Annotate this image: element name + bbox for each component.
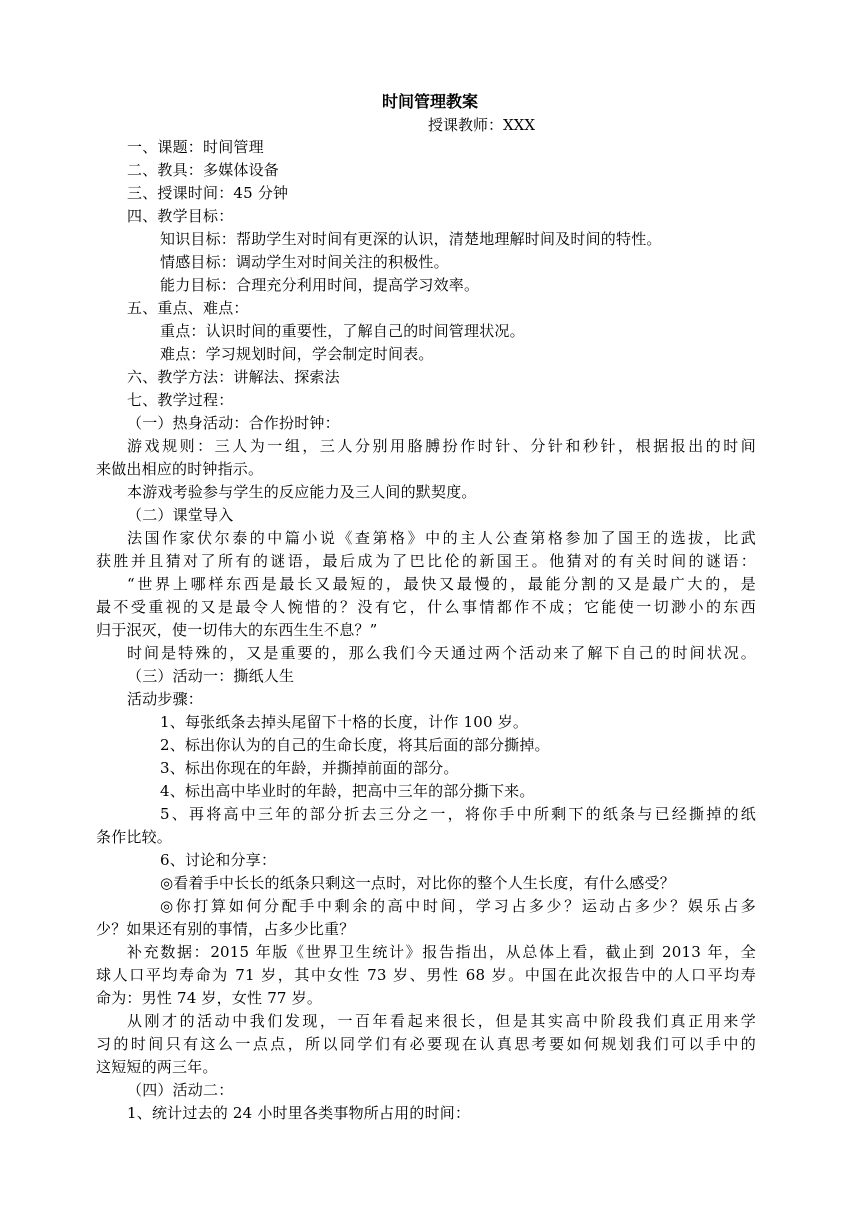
item-goals-heading: 四、教学目标： [127, 207, 234, 225]
supplementary-data: 补充数据：2015 年版《世界卫生统计》报告指出，从总体上看，截止到 2013 年，全 [127, 943, 756, 961]
paragraph-line: 最不受重视的又是最令人惋惜的？没有它，什么事情都作不成；它能使一切渺小的东西 [96, 598, 756, 616]
paragraph-line: 时间是特殊的，又是重要的，那么我们今天通过两个活动来了解下自己的时间状况。 [127, 644, 756, 662]
discussion-question: 少？如果还有别的事情，占多少比重？ [96, 920, 355, 938]
difficult-point: 难点：学习规划时间，学会制定时间表。 [160, 345, 434, 363]
paragraph-line: 法国作家伏尔泰的中篇小说《查第格》中的主人公查第格参加了国王的选拔，比武 [127, 529, 756, 547]
document-title: 时间管理教案 [381, 92, 478, 111]
supplementary-data: 命为：男性 74 岁，女性 77 岁。 [96, 989, 323, 1007]
section-activity-one-heading: （三）活动一：撕纸人生 [127, 667, 295, 685]
section-activity-two-heading: （四）活动二： [127, 1081, 234, 1099]
item-duration: 三、授课时间：45 分钟 [127, 184, 289, 202]
discussion-question: ◎看着手中长长的纸条只剩这一点时，对比你的整个人生长度，有什么感受？ [160, 874, 675, 892]
paragraph-line: 获胜并且猜对了所有的谜语，最后成为了巴比伦的新国王。他猜对的有关时间的谜语： [96, 552, 756, 570]
activity-step: 5、再将高中三年的部分折去三分之一，将你手中所剩下的纸条与已经撕掉的纸 [160, 805, 756, 823]
item-process-heading: 七、教学过程： [127, 391, 234, 409]
activity-two-step: 1、统计过去的 24 小时里各类事物所占用的时间： [127, 1104, 471, 1122]
teacher-line: 授课教师：XXX [428, 116, 536, 134]
paragraph-line: 本游戏考验参与学生的反应能力及三人间的默契度。 [127, 483, 477, 501]
key-point: 重点：认识时间的重要性，了解自己的时间管理状况。 [160, 322, 525, 340]
item-tools: 二、教具：多媒体设备 [127, 161, 280, 179]
activity-steps-heading: 活动步骤： [127, 690, 204, 708]
activity-step: 6、讨论和分享： [160, 851, 277, 869]
discussion-question: ◎你打算如何分配手中剩余的高中时间，学习占多少？运动占多少？娱乐占多 [160, 897, 756, 915]
activity-step: 2、标出你认为的自己的生命长度，将其后面的部分撕掉。 [160, 736, 550, 754]
section-intro-heading: （二）课堂导入 [127, 506, 234, 524]
activity-step: 4、标出高中毕业时的年龄，把高中三年的部分撕下来。 [160, 782, 535, 800]
item-key-points-heading: 五、重点、难点： [127, 299, 249, 317]
section-warmup-heading: （一）热身活动：合作扮时钟： [127, 414, 340, 432]
item-topic: 一、课题：时间管理 [127, 138, 264, 156]
paragraph-line: 从刚才的活动中我们发现，一百年看起来很长，但是其实高中阶段我们真正用来学 [127, 1012, 756, 1030]
goal-emotion: 情感目标：调动学生对时间关注的积极性。 [160, 253, 449, 271]
goal-ability: 能力目标：合理充分利用时间，提高学习效率。 [160, 276, 480, 294]
item-methods: 六、教学方法：讲解法、探索法 [127, 368, 340, 386]
activity-step: 3、标出你现在的年龄，并撕掉前面的部分。 [160, 759, 459, 777]
supplementary-data: 球人口平均寿命为 71 岁，其中女性 73 岁、男性 68 岁。中国在此次报告中的人口平均寿 [96, 966, 756, 984]
paragraph-line: 这短短的两三年。 [96, 1058, 218, 1076]
activity-step: 条作比较。 [96, 828, 173, 846]
paragraph-line: 归于泯灭，使一切伟大的东西生生不息？” [96, 621, 378, 639]
activity-step: 1、每张纸条去掉头尾留下十格的长度，计作 100 岁。 [160, 713, 529, 731]
paragraph-line: 习的时间只有这么一点点，所以同学们有必要现在认真思考要如何规划我们可以手中的 [96, 1035, 756, 1053]
paragraph-line: 来做出相应的时钟指示。 [96, 460, 264, 478]
paragraph-line: 游戏规则：三人为一组，三人分别用胳膊扮作时针、分针和秒针，根据报出的时间 [127, 437, 756, 455]
paragraph-line: “世界上哪样东西是最长又最短的，最快又最慢的，最能分割的又是最广大的，是 [127, 575, 756, 593]
goal-knowledge: 知识目标：帮助学生对时间有更深的认识，清楚地理解时间及时间的特性。 [160, 230, 662, 248]
